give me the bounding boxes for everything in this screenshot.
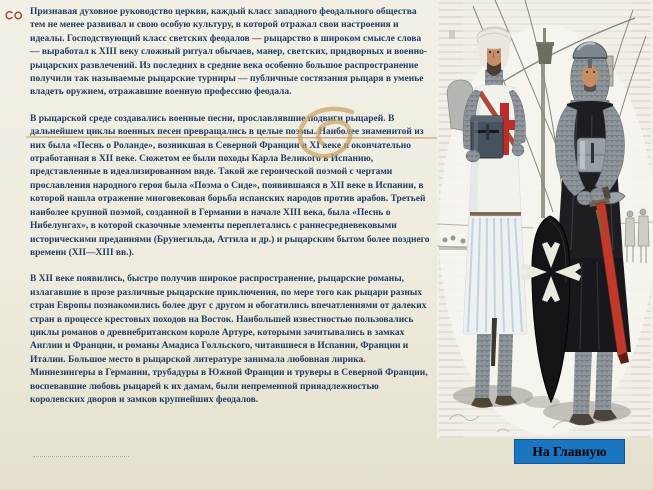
home-button[interactable]: На Главную: [514, 439, 625, 464]
footer-dotted-line: [33, 456, 129, 457]
paragraph-3: В XII веке появились, быстро получив широкое распространение, рыцарские романы, излагавшие в прозе различные рыцарские приключения, по мере того как рыцари разных стран Европы познакомились более друг с другом и обогатились впечатлениями от далеких стран в процессе крестовых походов на Восток. Наибольшей известностью пользовались циклы романов о древнебританском короле Артуре, которыми зачитывались в замках Англии и Франции, и романы Амадиса Голльского, читавшиеся в Испании, Франции и Италии. Большое место в рыцарской литературе занимала любовная лирика. Миннезингеры в Германии, трубадуры в Южной Франции и труверы в Северной Франции, воспевавшие любовь рыцарей к их дамам, были непременной прияадлежностью королевских дворов и замков крупнейших феодалов.: [30, 274, 428, 405]
crusader-knights-illustration: [437, 0, 653, 438]
paragraph-2: В рыцарской среде создавались военные песни, прославлявшие подвиги рыцарей. В дальнейшем циклы военных песен превращались в целые поэмы. Наиболее знаменитой из них была «Песнь о Роланде», возникшая в Северной Франции в XI веке и окончательно отработанная в XII веке. Сюжетом ее были походы Карла Великого в Испанию, представленные в идеализированном виде. Такой же героической поэмой с чертами прославления народного героя была «Поэма о Сиде», появившаяся в XII веке в Испании, в которой нашла отражение многовековая борьба испанских народов против арабов. Третьей наиболее крупной поэмой, созданной в Германии в начале XIII века, была «Песнь о Нибелунгах», в которой сказочные элементы переплетались с раннесредневековыми историческими преданиями (Брунегильда, Аттила и др.) и рыцарским бытом более позднего времени (XII—XIII вв.).: [30, 113, 430, 258]
corner-flourish-icon: [5, 9, 23, 22]
paragraph-1: Признавая духовное руководство церкви, каждый класс западного феодального общества тем не менее развивал и свою особую культуру, в которой отражал свои настроения и идеалы. Господствующий класс светских феодалов — рыцарство в широком смысле слова — выработал к XIII веку сложный ритуал обычаев, манер, светских, придворных и военно-рыцарских развлечений. Из последних в средние века особенно большое распространение получили так называемые рыцарские турниры — публичные состязания рыцаря в уменье владеть оружием, отражавшие военную профессию феодала.: [30, 7, 428, 98]
body-text: [30, 6, 433, 420]
